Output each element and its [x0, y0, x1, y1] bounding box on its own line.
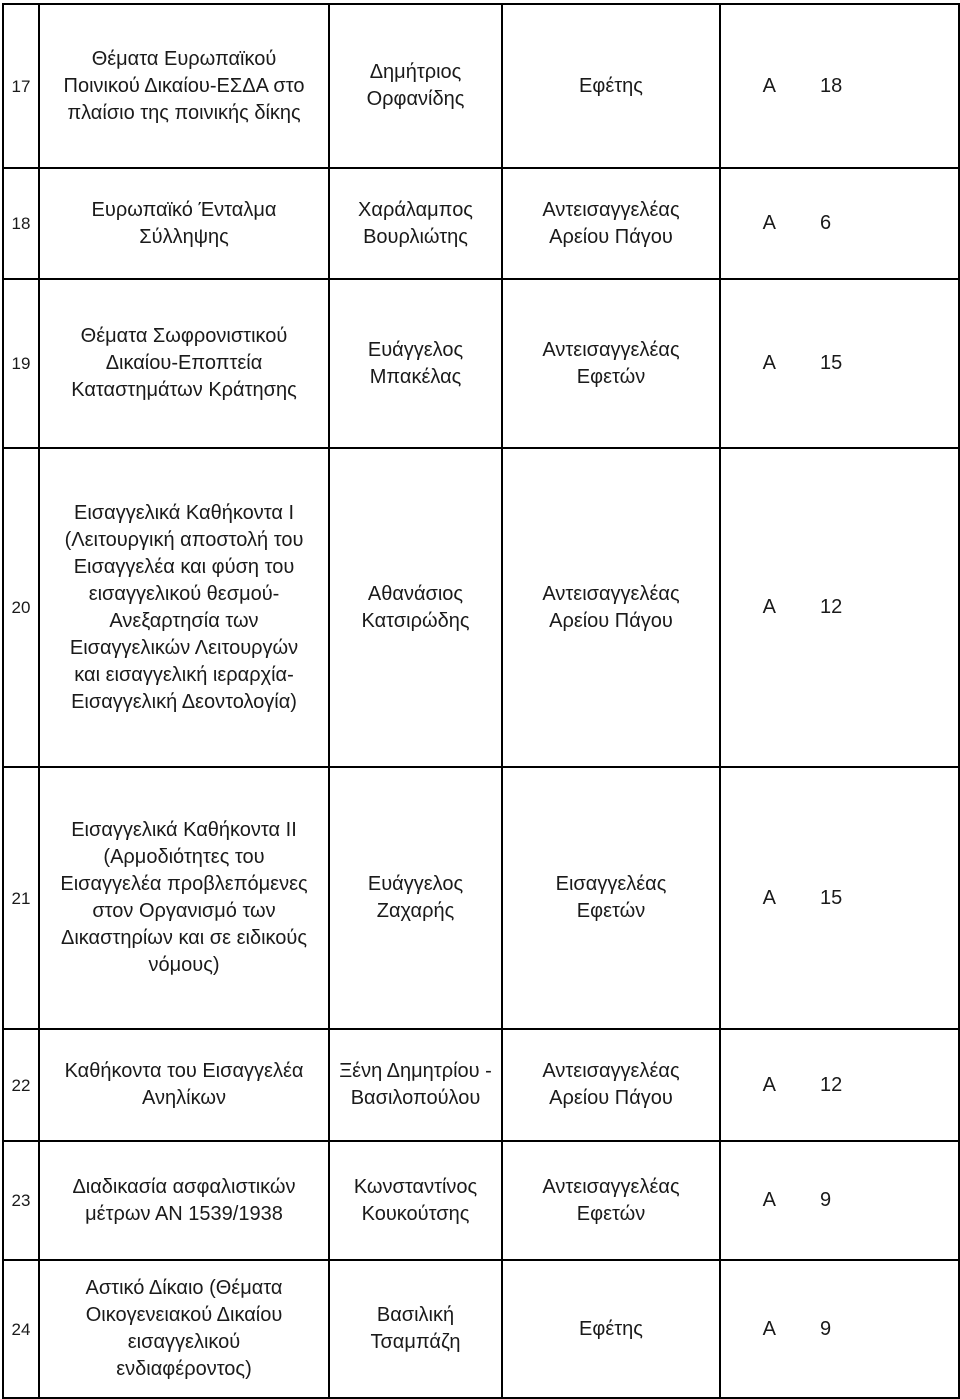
course-table [2, 3, 960, 1399]
course-subject: Εισαγγελικά Καθήκοντα Ι (Λειτουργική αποστολή του Εισαγγελέα και φύση του εισαγγελικού θεσμού- Ανεξαρτησία των Εισαγγελικών Λειτουργών και εισαγγελική ιεραρχία- Εισαγγελική Δεοντολογία) [39, 448, 329, 767]
hours: 15 [776, 767, 959, 1029]
table-row [3, 1260, 959, 1398]
lecturer-rank: Εφέτης [502, 1260, 720, 1398]
lecturer-rank: Αντεισαγγελέας Αρείου Πάγου [502, 1029, 720, 1141]
hours: 18 [776, 4, 959, 168]
course-subject: Καθήκοντα του Εισαγγελέα Ανηλίκων [39, 1029, 329, 1141]
lecturer-rank: Αντεισαγγελέας Εφετών [502, 1141, 720, 1260]
course-subject: Ευρωπαϊκό Ένταλμα Σύλληψης [39, 168, 329, 279]
hours: 9 [776, 1141, 959, 1260]
lecturer-rank: Εισαγγελέας Εφετών [502, 767, 720, 1029]
hours: 9 [776, 1260, 959, 1398]
row-number: 19 [3, 279, 39, 448]
row-number: 24 [3, 1260, 39, 1398]
table-row [3, 1029, 959, 1141]
lecturer-name: Δημήτριος Ορφανίδης [329, 4, 502, 168]
category: Α [720, 4, 776, 168]
lecturer-rank: Αντεισαγγελέας Εφετών [502, 279, 720, 448]
lecturer-rank: Αντεισαγγελέας Αρείου Πάγου [502, 448, 720, 767]
row-number: 21 [3, 767, 39, 1029]
course-subject: Εισαγγελικά Καθήκοντα ΙΙ (Αρμοδιότητες του Εισαγγελέα προβλεπόμενες στον Οργανισμό των Δικαστηρίων και σε ειδικούς νόμους) [39, 767, 329, 1029]
lecturer-name: Κωνσταντίνος Κουκούτσης [329, 1141, 502, 1260]
lecturer-name: Ευάγγελος Ζαχαρής [329, 767, 502, 1029]
lecturer-name: Ξένη Δημητρίου - Βασιλοπούλου [329, 1029, 502, 1141]
hours: 12 [776, 448, 959, 767]
course-subject: Διαδικασία ασφαλιστικών μέτρων ΑΝ 1539/1938 [39, 1141, 329, 1260]
lecturer-rank: Αντεισαγγελέας Αρείου Πάγου [502, 168, 720, 279]
category: Α [720, 1260, 776, 1398]
lecturer-rank: Εφέτης [502, 4, 720, 168]
table-row [3, 168, 959, 279]
category: Α [720, 168, 776, 279]
table-row [3, 4, 959, 168]
hours: 6 [776, 168, 959, 279]
category: Α [720, 279, 776, 448]
hours: 12 [776, 1029, 959, 1141]
hours: 15 [776, 279, 959, 448]
lecturer-name: Βασιλική Τσαμπάζη [329, 1260, 502, 1398]
lecturer-name: Χαράλαμπος Βουρλιώτης [329, 168, 502, 279]
course-subject: Θέματα Ευρωπαϊκού Ποινικού Δικαίου-ΕΣΔΑ στο πλαίσιο της ποινικής δίκης [39, 4, 329, 168]
category: Α [720, 1029, 776, 1141]
course-subject: Αστικό Δίκαιο (Θέματα Οικογενειακού Δικαίου εισαγγελικού ενδιαφέροντος) [39, 1260, 329, 1398]
row-number: 20 [3, 448, 39, 767]
row-number: 23 [3, 1141, 39, 1260]
row-number: 17 [3, 4, 39, 168]
table-row [3, 767, 959, 1029]
row-number: 18 [3, 168, 39, 279]
category: Α [720, 1141, 776, 1260]
lecturer-name: Ευάγγελος Μπακέλας [329, 279, 502, 448]
table-row [3, 1141, 959, 1260]
table-row [3, 448, 959, 767]
course-subject: Θέματα Σωφρονιστικού Δικαίου-Εποπτεία Καταστημάτων Κράτησης [39, 279, 329, 448]
lecturer-name: Αθανάσιος Κατσιρώδης [329, 448, 502, 767]
category: Α [720, 767, 776, 1029]
category: Α [720, 448, 776, 767]
table-row [3, 279, 959, 448]
row-number: 22 [3, 1029, 39, 1141]
